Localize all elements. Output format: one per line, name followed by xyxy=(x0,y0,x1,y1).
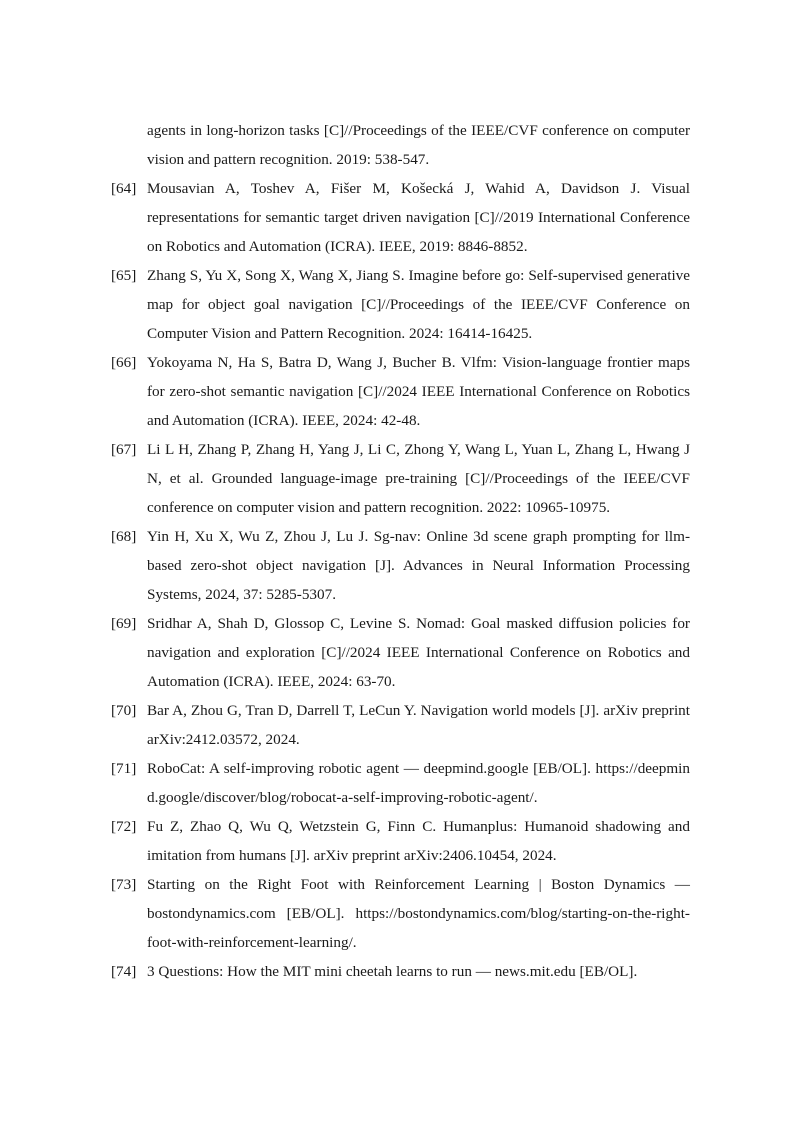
reference-item xyxy=(108,522,690,609)
reference-number: [70] xyxy=(111,702,137,719)
reference-number: [64] xyxy=(111,180,137,197)
reference-item xyxy=(108,957,690,986)
reference-text: Yokoyama N, Ha S, Batra D, Wang J, Bucher B. Vlfm: Vision-language frontier maps for zero-shot semantic navigation [C]//2024 IEEE International Conference on Robotics and Automation (ICRA). IEEE, 2024: 42-48. xyxy=(147,354,690,429)
reference-item xyxy=(108,174,690,261)
reference-list xyxy=(108,116,690,986)
reference-text: Zhang S, Yu X, Song X, Wang X, Jiang S. Imagine before go: Self-supervised generative map for object goal navigation [C]//Proceedings of the IEEE/CVF Conference on Computer Vision and Pattern Recognition. 2024: 16414-16425. xyxy=(147,267,690,342)
reference-number: [68] xyxy=(111,528,137,545)
reference-text: Fu Z, Zhao Q, Wu Q, Wetzstein G, Finn C. Humanplus: Humanoid shadowing and imitation from humans [J]. arXiv preprint arXiv:2406.10454, 2024. xyxy=(147,818,690,864)
reference-text: 3 Questions: How the MIT mini cheetah learns to run — news.mit.edu [EB/OL]. xyxy=(147,963,638,980)
reference-number: [67] xyxy=(111,441,137,458)
reference-item xyxy=(108,812,690,870)
reference-number: [74] xyxy=(111,963,137,980)
reference-item xyxy=(108,261,690,348)
reference-item xyxy=(108,754,690,812)
reference-text: Starting on the Right Foot with Reinforcement Learning | Boston Dynamics — bostondynamics.com [EB/OL]. https://bostondynamics.com/blog/starting-on-the-right-foot-with-reinforcement-learning/. xyxy=(147,876,690,951)
reference-number: [66] xyxy=(111,354,137,371)
reference-number: [65] xyxy=(111,267,137,284)
reference-text: RoboCat: A self-improving robotic agent — deepmind.google [EB/OL]. https://deepmind.google/discover/blog/robocat-a-self-improving-robotic-agent/. xyxy=(147,760,690,806)
reference-continuation xyxy=(108,116,690,174)
reference-text: Li L H, Zhang P, Zhang H, Yang J, Li C, Zhong Y, Wang L, Yuan L, Zhang L, Hwang J N, et al. Grounded language-image pre-training [C]//Proceedings of the IEEE/CVF conference on computer vision and pattern recognition. 2022: 10965-10975. xyxy=(147,441,690,516)
reference-text: Yin H, Xu X, Wu Z, Zhou J, Lu J. Sg-nav: Online 3d scene graph prompting for llm-based zero-shot object navigation [J]. Advances in Neural Information Processing Systems, 2024, 37: 5285-5307. xyxy=(147,528,690,603)
reference-text: agents in long-horizon tasks [C]//Proceedings of the IEEE/CVF conference on computer vision and pattern recognition. 2019: 538-547. xyxy=(147,122,690,168)
reference-number: [71] xyxy=(111,760,137,777)
reference-item xyxy=(108,696,690,754)
reference-item xyxy=(108,348,690,435)
reference-item xyxy=(108,435,690,522)
reference-number: [72] xyxy=(111,818,137,835)
reference-text: Mousavian A, Toshev A, Fišer M, Košecká J, Wahid A, Davidson J. Visual representations for semantic target driven navigation [C]//2019 International Conference on Robotics and Automation (ICRA). IEEE, 2019: 8846-8852. xyxy=(147,180,690,255)
reference-text: Bar A, Zhou G, Tran D, Darrell T, LeCun Y. Navigation world models [J]. arXiv preprint arXiv:2412.03572, 2024. xyxy=(147,702,690,748)
reference-item xyxy=(108,609,690,696)
reference-item xyxy=(108,870,690,957)
reference-number: [69] xyxy=(111,615,137,632)
reference-number: [73] xyxy=(111,876,137,893)
reference-text: Sridhar A, Shah D, Glossop C, Levine S. Nomad: Goal masked diffusion policies for navigation and exploration [C]//2024 IEEE International Conference on Robotics and Automation (ICRA). IEEE, 2024: 63-70. xyxy=(147,615,690,690)
